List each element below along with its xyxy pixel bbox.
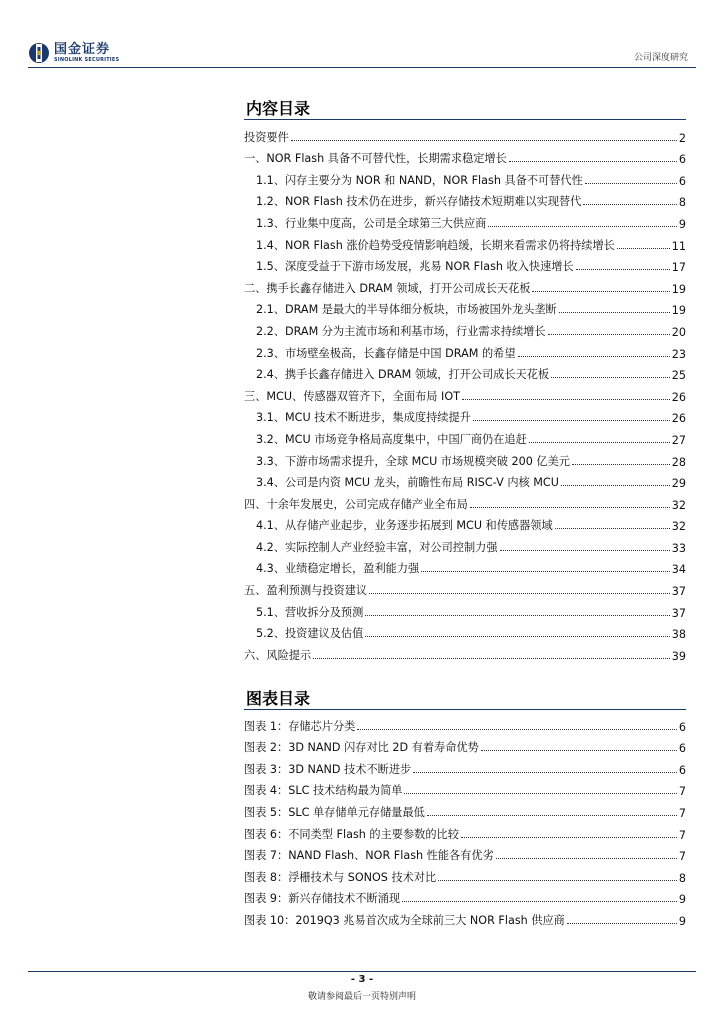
figure-entry[interactable] xyxy=(244,755,686,777)
toc-title: 内容目录 xyxy=(246,99,311,118)
dot-leader xyxy=(427,815,677,816)
figure-entry[interactable] xyxy=(244,906,686,928)
logo-icon xyxy=(28,42,50,64)
dot-leader xyxy=(548,334,670,335)
dot-leader xyxy=(561,485,670,486)
figure-entry-label: 图表 9：新兴存储技术不断涌现 xyxy=(244,892,401,906)
toc-entry-label: 3.3、下游市场需求提升，全球 MCU 市场规模突破 200 亿美元 xyxy=(256,454,570,468)
toc-entry-page: 33 xyxy=(671,541,686,555)
toc-entry[interactable] xyxy=(244,404,686,426)
toc-entry-label: 4.1、从存储产业起步，业务逐步拓展到 MCU 和传感器领域 xyxy=(256,519,553,533)
company-logo xyxy=(28,42,119,64)
figure-entry-page: 7 xyxy=(678,850,686,864)
figure-entry-label: 图表 5：SLC 单存储单元存储量最低 xyxy=(244,805,425,819)
toc-entry-label: 3.4、公司是内资 MCU 龙头，前瞻性布局 RISC-V 内核 MCU xyxy=(256,476,559,490)
dot-leader xyxy=(291,140,677,141)
figure-entry-label: 图表 1：存储芯片分类 xyxy=(244,719,356,733)
toc-entry-label: 1.4、NOR Flash 涨价趋势受疫情影响趋缓，长期来看需求仍将持续增长 xyxy=(256,238,615,252)
toc-entry-label: 一、NOR Flash 具备不可替代性，长期需求稳定增长 xyxy=(244,152,507,166)
toc-title-divider xyxy=(244,119,686,120)
dot-leader xyxy=(509,161,677,162)
toc-entry-page: 19 xyxy=(671,282,686,296)
figure-entry[interactable] xyxy=(244,863,686,885)
dot-leader xyxy=(532,291,669,292)
toc-entry[interactable] xyxy=(244,209,686,231)
toc-entry[interactable] xyxy=(244,123,686,145)
toc-entry[interactable] xyxy=(244,620,686,642)
figure-entry-label: 图表 6：不同类型 Flash 的主要参数的比较 xyxy=(244,827,459,841)
logo-en-text: SINOLINK SECURITIES xyxy=(54,56,120,63)
toc-entry-page: 32 xyxy=(671,498,686,512)
dot-leader xyxy=(576,269,670,270)
figure-entry[interactable] xyxy=(244,712,686,734)
toc-entry-label: 2.2、DRAM 分为主流市场和利基市场，行业需求持续增长 xyxy=(256,324,546,338)
figures-list xyxy=(244,712,686,928)
toc-entry-page: 20 xyxy=(671,325,686,339)
toc-entry-page: 19 xyxy=(671,304,686,318)
report-type: 公司深度研究 xyxy=(633,53,688,63)
toc-entry[interactable] xyxy=(244,188,686,210)
toc-entry-label: 3.2、MCU 市场竞争格局高度集中，中国厂商仍在追赶 xyxy=(256,432,527,446)
toc-entry-label: 六、风险提示 xyxy=(244,648,312,662)
toc-list xyxy=(244,123,686,663)
figure-entry[interactable] xyxy=(244,734,686,756)
figure-entry-page: 6 xyxy=(678,720,686,734)
dot-leader xyxy=(365,636,669,637)
figures-title-divider xyxy=(244,709,686,710)
figure-entry-label: 图表 4：SLC 技术结构最为简单 xyxy=(244,784,403,798)
dot-leader xyxy=(438,880,677,881)
figure-entry-page: 6 xyxy=(678,742,686,756)
toc-entry-page: 26 xyxy=(671,412,686,426)
toc-entry-label: 2.1、DRAM 是最大的半导体细分板块，市场被国外龙头垄断 xyxy=(256,303,557,317)
toc-entry-page: 37 xyxy=(671,606,686,620)
footer-divider xyxy=(28,971,696,972)
toc-entry-label: 1.2、NOR Flash 技术仍在进步，新兴存储技术短期难以实现替代 xyxy=(256,195,582,209)
toc-entry-label: 4.2、实际控制人产业经验丰富，对公司控制力强 xyxy=(256,540,498,554)
dot-leader xyxy=(369,593,670,594)
toc-entry[interactable] xyxy=(244,166,686,188)
figure-entry[interactable] xyxy=(244,820,686,842)
figure-entry-label: 图表 3：3D NAND 技术不断进步 xyxy=(244,762,412,776)
dot-leader xyxy=(461,837,677,838)
toc-entry-label: 五、盈利预测与投资建议 xyxy=(244,584,368,598)
dot-leader xyxy=(462,399,670,400)
toc-entry-page: 23 xyxy=(671,347,686,361)
dot-leader xyxy=(585,183,677,184)
toc-entry-page: 9 xyxy=(678,217,686,231)
dot-leader xyxy=(473,420,670,421)
dot-leader xyxy=(583,204,677,205)
toc-entry-label: 1.5、深度受益于下游市场发展，兆易 NOR Flash 收入快速增长 xyxy=(256,260,574,274)
toc-entry[interactable] xyxy=(244,490,686,512)
dot-leader xyxy=(500,550,670,551)
toc-entry-label: 4.3、业绩稳定增长，盈利能力强 xyxy=(256,562,420,576)
page-header xyxy=(0,0,724,70)
toc-entry[interactable] xyxy=(244,576,686,598)
toc-entry[interactable] xyxy=(244,533,686,555)
figure-entry-page: 7 xyxy=(678,785,686,799)
page-number: - 3 - xyxy=(350,974,374,985)
toc-entry[interactable] xyxy=(244,361,686,383)
disclaimer-note: 敬请参阅最后一页特别声明 xyxy=(307,992,416,1002)
logo-cn-text: 国金证券 xyxy=(54,41,111,57)
dot-leader xyxy=(572,464,670,465)
toc-entry-label: 5.2、投资建议及估值 xyxy=(256,627,364,641)
dot-leader xyxy=(617,248,670,249)
toc-entry-label: 投资要件 xyxy=(244,130,289,144)
dot-leader xyxy=(404,793,676,794)
dot-leader xyxy=(402,901,677,902)
figure-entry[interactable] xyxy=(244,885,686,907)
toc-entry[interactable] xyxy=(244,425,686,447)
toc-entry-label: 三、MCU、传感器双管齐下，全面布局 IOT xyxy=(244,389,460,403)
toc-entry-page: 26 xyxy=(671,390,686,404)
dot-leader xyxy=(567,923,677,924)
toc-entry-label: 1.3、行业集中度高，公司是全球第三大供应商 xyxy=(256,216,487,230)
figure-entry-label: 图表 7：NAND Flash、NOR Flash 性能各有优劣 xyxy=(244,849,494,863)
dot-leader xyxy=(518,356,670,357)
figure-entry[interactable] xyxy=(244,777,686,799)
dot-leader xyxy=(555,528,670,529)
toc-entry[interactable] xyxy=(244,555,686,577)
figure-entry-page: 7 xyxy=(678,828,686,842)
toc-entry[interactable] xyxy=(244,274,686,296)
dot-leader xyxy=(559,312,670,313)
toc-entry-label: 1.1、闪存主要分为 NOR 和 NAND，NOR Flash 具备不可替代性 xyxy=(256,173,583,187)
toc-entry[interactable] xyxy=(244,253,686,275)
toc-entry-page: 27 xyxy=(671,433,686,447)
toc-entry-label: 四、十余年发展史，公司完成存储产业全布局 xyxy=(244,497,468,511)
figure-entry-label: 图表 10：2019Q3 兆易首次成为全球前三大 NOR Flash 供应商 xyxy=(244,913,565,927)
figure-entry[interactable] xyxy=(244,842,686,864)
toc-entry-label: 二、携手长鑫存储进入 DRAM 领域，打开公司成长天花板 xyxy=(244,281,531,295)
figure-entry[interactable] xyxy=(244,798,686,820)
figure-entry-label: 图表 8：浮栅技术与 SONOS 技术对比 xyxy=(244,870,437,884)
toc-entry-page: 11 xyxy=(671,239,686,253)
dot-leader xyxy=(413,772,677,773)
toc-entry[interactable] xyxy=(244,339,686,361)
dot-leader xyxy=(496,858,677,859)
toc-entry[interactable] xyxy=(244,296,686,318)
toc-entry-page: 8 xyxy=(678,196,686,210)
toc-entry[interactable] xyxy=(244,231,686,253)
toc-entry-page: 39 xyxy=(671,649,686,663)
dot-leader xyxy=(481,750,677,751)
toc-entry[interactable] xyxy=(244,469,686,491)
figure-entry-page: 9 xyxy=(678,893,686,907)
figure-entry-page: 8 xyxy=(678,871,686,885)
dot-leader xyxy=(365,615,669,616)
toc-entry[interactable] xyxy=(244,317,686,339)
toc-entry-label: 2.3、市场壁垒极高，长鑫存储是中国 DRAM 的希望 xyxy=(256,346,516,360)
toc-entry-page: 6 xyxy=(678,174,686,188)
toc-entry[interactable] xyxy=(244,598,686,620)
toc-entry[interactable] xyxy=(244,447,686,469)
toc-entry-page: 25 xyxy=(671,369,686,383)
dot-leader xyxy=(421,571,670,572)
toc-entry[interactable] xyxy=(244,145,686,167)
toc-entry-label: 5.1、营收拆分及预测 xyxy=(256,605,364,619)
toc-entry-page: 28 xyxy=(671,455,686,469)
toc-entry[interactable] xyxy=(244,641,686,663)
toc-entry-page: 6 xyxy=(678,153,686,167)
figures-title: 图表目录 xyxy=(246,689,311,708)
figure-entry-page: 6 xyxy=(678,763,686,777)
toc-entry-page: 17 xyxy=(671,261,686,275)
toc-entry-page: 32 xyxy=(671,520,686,534)
dot-leader xyxy=(357,729,677,730)
dot-leader xyxy=(529,442,670,443)
toc-entry-page: 38 xyxy=(671,628,686,642)
toc-entry-page: 34 xyxy=(671,563,686,577)
toc-entry-label: 3.1、MCU 技术不断进步，集成度持续提升 xyxy=(256,411,471,425)
toc-entry-page: 37 xyxy=(671,585,686,599)
toc-entry-label: 2.4、携手长鑫存储进入 DRAM 领域，打开公司成长天花板 xyxy=(256,368,550,382)
header-divider xyxy=(28,67,696,68)
dot-leader xyxy=(551,377,670,378)
figure-entry-page: 7 xyxy=(678,806,686,820)
dot-leader xyxy=(313,658,670,659)
figure-entry-page: 9 xyxy=(678,914,686,928)
toc-entry-page: 29 xyxy=(671,477,686,491)
dot-leader xyxy=(470,507,670,508)
toc-entry-page: 2 xyxy=(678,131,686,145)
toc-entry[interactable] xyxy=(244,382,686,404)
toc-entry[interactable] xyxy=(244,512,686,534)
figure-entry-label: 图表 2：3D NAND 闪存对比 2D 有着寿命优势 xyxy=(244,741,479,755)
dot-leader xyxy=(488,226,677,227)
